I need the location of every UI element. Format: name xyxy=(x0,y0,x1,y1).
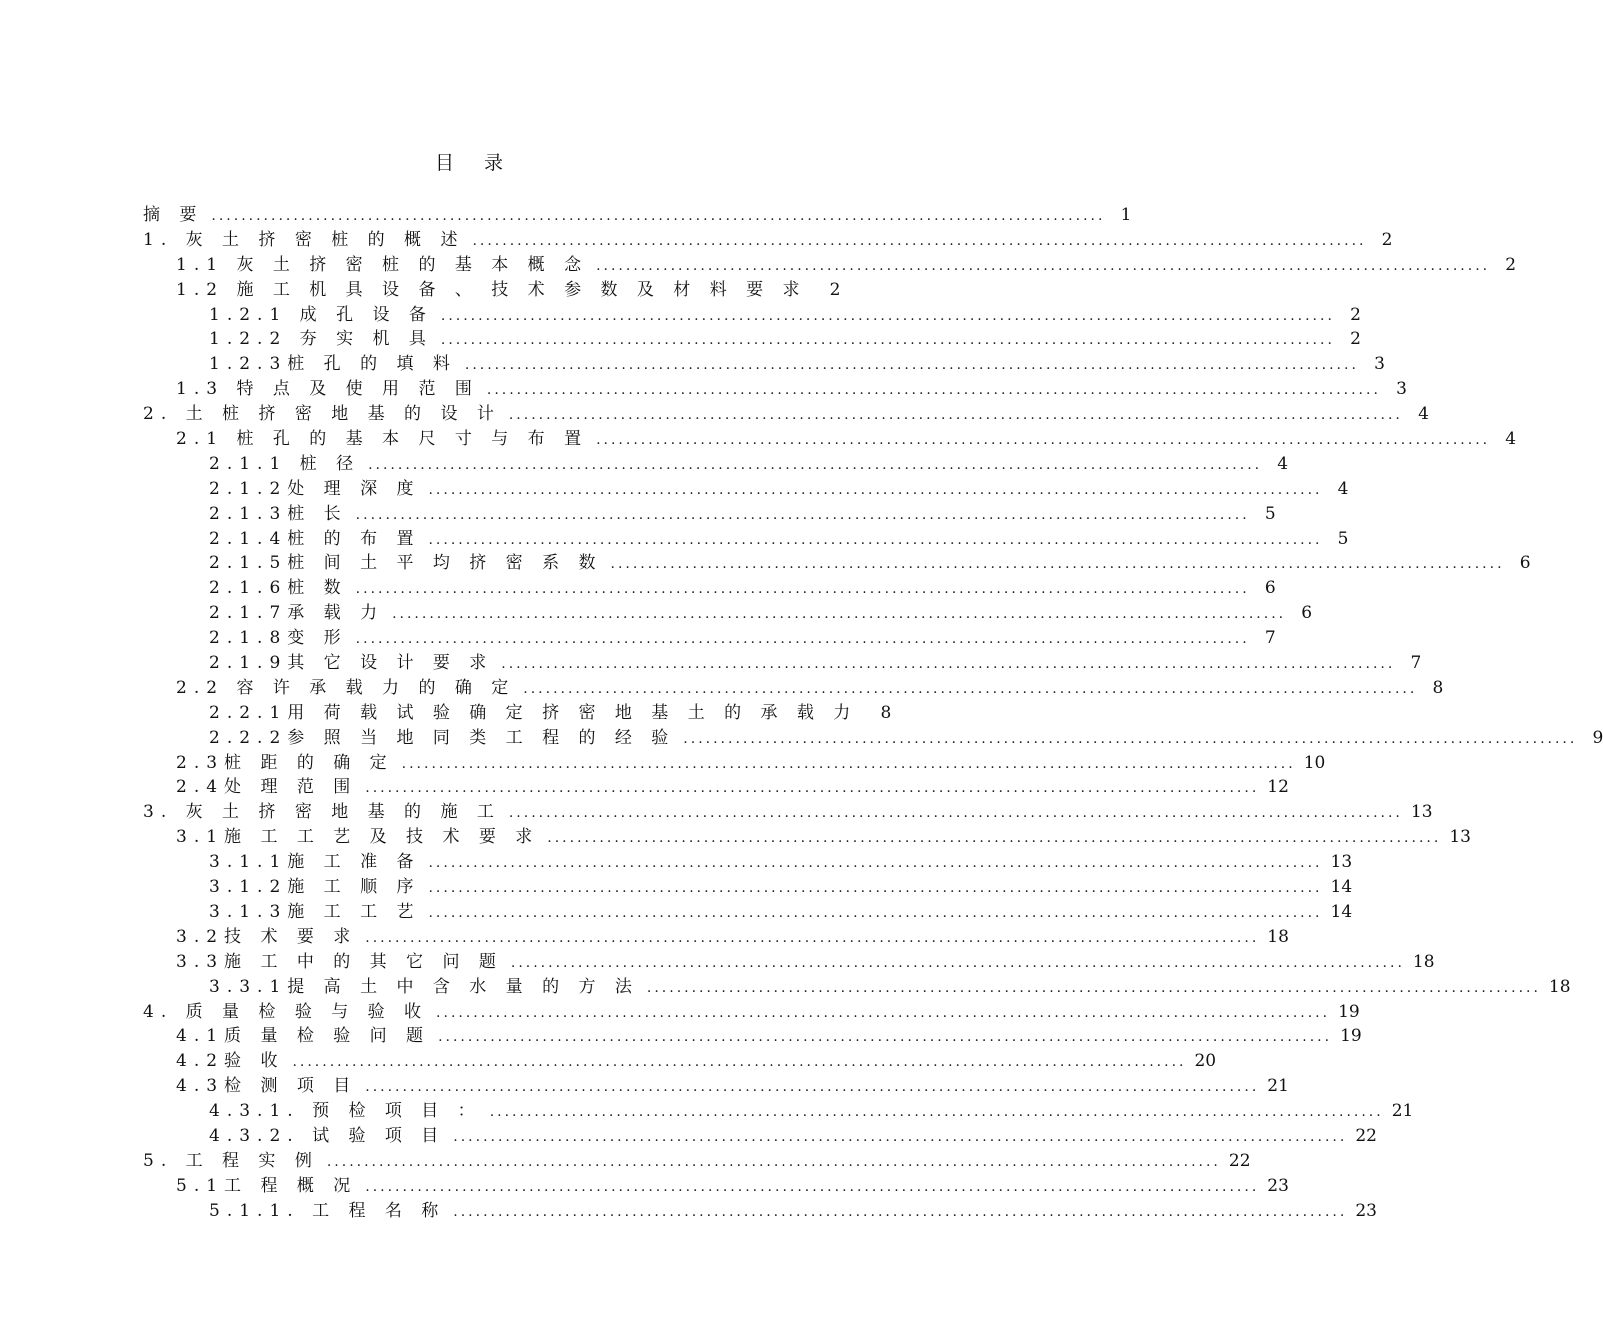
toc-entry-label: 2.3桩 距 的 确 定 xyxy=(176,752,394,773)
toc-entry-page-number: 4 xyxy=(1337,478,1349,499)
toc-entry-label: 2.1.2处 理 深 度 xyxy=(209,478,421,499)
toc-entry[interactable] xyxy=(143,1096,1414,1122)
toc-entry[interactable] xyxy=(143,897,1353,922)
toc-leader-dots: ........................................................................................................................ xyxy=(464,357,1359,374)
toc-entry[interactable] xyxy=(143,1196,1377,1221)
toc-entry[interactable] xyxy=(143,698,892,723)
toc-entry-page-number: 13 xyxy=(1330,852,1353,873)
toc-entry[interactable] xyxy=(143,573,1276,599)
toc-leader-dots: ........................................................................................................................ xyxy=(472,232,1367,249)
toc-entry-label: 2.1.7承 载 力 xyxy=(209,603,385,624)
toc-entry[interactable] xyxy=(143,997,1360,1022)
toc-entry[interactable] xyxy=(143,275,841,300)
toc-leader-dots: ........................................................................................................................ xyxy=(523,680,1418,697)
toc-leader-dots: ........................................................................................................................ xyxy=(211,208,1106,224)
toc-leader-dots: ........................................................................................................................ xyxy=(453,1128,1348,1145)
toc-leader-dots: ........................................................................................................................ xyxy=(365,780,1260,797)
toc-entry[interactable] xyxy=(143,748,1326,773)
toc-entry-page-number: 8 xyxy=(1432,677,1444,698)
toc-entry[interactable] xyxy=(143,822,1471,848)
toc-entry-page-number: 3 xyxy=(1374,354,1385,375)
toc-entry-label: 3.1.3施 工 工 艺 xyxy=(209,901,421,922)
toc-leader-dots: ........................................................................................................................ xyxy=(428,855,1323,872)
toc-entry[interactable] xyxy=(143,1046,1217,1072)
toc-entry[interactable] xyxy=(143,324,1361,350)
toc-entry[interactable] xyxy=(143,872,1353,898)
toc-entry-label: 1.2.2 夯 实 机 具 xyxy=(209,329,433,350)
toc-entry-label: 2.2.2参 照 当 地 同 类 工 程 的 经 验 xyxy=(209,727,676,748)
toc-leader-dots: ........................................................................................................................ xyxy=(683,730,1578,747)
toc-entry-label: 3.3.1提 高 土 中 含 水 量 的 方 法 xyxy=(209,976,639,997)
toc-entry-label: 3. 灰 土 挤 密 地 基 的 施 工 xyxy=(143,802,501,823)
toc-entry[interactable] xyxy=(143,972,1571,997)
toc-entry-page-number: 9 xyxy=(1592,727,1603,748)
toc-entry-page-number: 14 xyxy=(1330,901,1353,922)
toc-entry[interactable] xyxy=(143,1021,1362,1047)
toc-entry-page-number: 20 xyxy=(1194,1051,1217,1072)
toc-entry-page-number: 2 xyxy=(1350,304,1361,325)
toc-entry-page-number: 6 xyxy=(1301,603,1313,624)
toc-entry-label: 2.4处 理 范 围 xyxy=(176,777,358,798)
toc-entry[interactable] xyxy=(143,723,1603,748)
toc-leader-dots: ........................................................................................................................ xyxy=(440,307,1335,324)
toc-leader-dots: ........................................................................................................................ xyxy=(610,556,1505,573)
toc-entry-label: 2.1.1 桩 径 xyxy=(209,453,361,474)
toc-entry-page-number: 18 xyxy=(1412,951,1435,972)
toc-entry-page-number: 14 xyxy=(1330,877,1353,898)
toc-leader-dots: ........................................................................................................................ xyxy=(510,954,1405,971)
toc-entry[interactable] xyxy=(143,474,1349,499)
toc-entry-page-number: 4 xyxy=(1277,453,1289,474)
toc-entry[interactable] xyxy=(143,847,1353,873)
toc-entry-label: 5.1.1. 工 程 名 称 xyxy=(209,1200,446,1221)
toc-entry-label: 1.2.3桩 孔 的 填 料 xyxy=(209,354,457,375)
toc-entry-label: 4.2验 收 xyxy=(176,1051,285,1072)
toc-entry[interactable] xyxy=(143,424,1517,450)
toc-leader-dots: ........................................................................................................................ xyxy=(355,581,1250,598)
toc-entry-page-number: 10 xyxy=(1303,752,1326,773)
toc-leader-dots: ........................................................................................................................ xyxy=(501,656,1396,673)
toc-entry-page-number: 2 xyxy=(1350,329,1361,350)
toc-entry-page-number: 18 xyxy=(1267,926,1289,947)
toc-entry-page-number: 19 xyxy=(1340,1026,1362,1047)
toc-entry-label: 4. 质 量 检 验 与 验 收 xyxy=(143,1001,429,1022)
toc-entry[interactable] xyxy=(143,673,1444,698)
page-title: 目 录 xyxy=(434,152,516,174)
toc-leader-dots: ........................................................................................................................ xyxy=(440,332,1335,349)
toc-entry[interactable] xyxy=(143,1071,1289,1097)
toc-leader-dots: ........................................................................................................................ xyxy=(365,1178,1260,1195)
toc-entry-page-number: 22 xyxy=(1355,1125,1377,1146)
toc-leader-dots: ........................................................................................................................ xyxy=(508,407,1403,424)
toc-entry-label: 2. 土 桩 挤 密 地 基 的 设 计 xyxy=(143,404,501,425)
toc-entry-page-number: 8 xyxy=(880,702,892,723)
toc-entry-label: 3.1施 工 工 艺 及 技 术 要 求 xyxy=(176,827,540,848)
toc-entry-page-number: 2 xyxy=(829,279,841,300)
toc-entry-page-number: 4 xyxy=(1505,429,1517,450)
toc-entry[interactable] xyxy=(143,225,1393,250)
toc-leader-dots: ........................................................................................................................ xyxy=(428,880,1323,897)
toc-entry-page-number: 4 xyxy=(1418,404,1429,425)
toc-leader-dots: ........................................................................................................................ xyxy=(401,755,1296,772)
toc-entry-page-number: 21 xyxy=(1267,1076,1289,1097)
toc-entry[interactable] xyxy=(143,648,1422,674)
toc-leader-dots: ........................................................................................................................ xyxy=(547,830,1442,847)
toc-entry-page-number: 23 xyxy=(1355,1200,1377,1221)
toc-entry-page-number: 6 xyxy=(1264,578,1276,599)
toc-entry-page-number: 13 xyxy=(1410,802,1433,823)
toc-entry-label: 1.1 灰 土 挤 密 桩 的 基 本 概 念 xyxy=(176,254,589,275)
table-of-contents xyxy=(143,200,1603,1221)
toc-entry-label: 1.2 施 工 机 具 设 备 、 技 术 参 数 及 材 料 要 求 xyxy=(176,279,807,300)
toc-entry[interactable] xyxy=(143,524,1349,549)
toc-entry[interactable] xyxy=(143,300,1361,325)
toc-entry-label: 2.1.3桩 长 xyxy=(209,503,348,524)
toc-entry[interactable] xyxy=(143,250,1517,275)
toc-leader-dots: ........................................................................................................................ xyxy=(453,1203,1348,1220)
toc-entry-label: 3.3施 工 中 的 其 它 问 题 xyxy=(176,951,503,972)
toc-leader-dots: ........................................................................................................................ xyxy=(292,1054,1187,1071)
toc-entry-label: 5.1工 程 概 况 xyxy=(176,1175,358,1196)
toc-entry-label: 2.1.4桩 的 布 置 xyxy=(209,528,421,549)
toc-entry-page-number: 2 xyxy=(1381,229,1393,250)
toc-entry-label: 3.1.2施 工 顺 序 xyxy=(209,877,421,898)
toc-entry[interactable] xyxy=(143,797,1433,823)
toc-entry[interactable] xyxy=(143,349,1385,375)
toc-entry-label: 1. 灰 土 挤 密 桩 的 概 述 xyxy=(143,229,465,250)
toc-entry-page-number: 23 xyxy=(1267,1175,1289,1196)
toc-entry-label: 4.3检 测 项 目 xyxy=(176,1076,358,1097)
toc-entry-page-number: 21 xyxy=(1391,1101,1414,1122)
toc-leader-dots: ........................................................................................................................ xyxy=(355,631,1250,648)
toc-leader-dots: ........................................................................................................................ xyxy=(428,904,1323,921)
toc-entry-page-number: 3 xyxy=(1396,379,1407,400)
toc-entry[interactable] xyxy=(143,499,1276,524)
toc-entry-label: 1.3 特 点 及 使 用 范 围 xyxy=(176,379,479,400)
toc-entry[interactable] xyxy=(143,922,1289,947)
toc-leader-dots: ........................................................................................................................ xyxy=(355,506,1250,523)
toc-entry[interactable] xyxy=(143,623,1276,649)
toc-entry-page-number: 7 xyxy=(1410,653,1422,674)
toc-entry-page-number: 7 xyxy=(1264,628,1276,649)
toc-entry[interactable] xyxy=(143,772,1289,798)
toc-entry-label: 2.1 桩 孔 的 基 本 尺 寸 与 布 置 xyxy=(176,429,589,450)
toc-entry-label: 1.2.1 成 孔 设 备 xyxy=(209,304,433,325)
toc-entry[interactable] xyxy=(143,374,1407,400)
toc-leader-dots: ........................................................................................................................ xyxy=(428,531,1323,548)
toc-leader-dots: ........................................................................................................................ xyxy=(486,382,1381,399)
toc-entry-page-number: 22 xyxy=(1228,1150,1251,1171)
toc-entry-label: 2.2.1用 荷 载 试 验 确 定 挤 密 地 基 土 的 承 载 力 xyxy=(209,702,858,723)
toc-entry-page-number: 13 xyxy=(1449,827,1471,848)
toc-entry-label: 4.3.1. 预 检 项 目 ： xyxy=(209,1101,482,1122)
toc-leader-dots: ........................................................................................................................ xyxy=(489,1104,1384,1121)
toc-leader-dots: ........................................................................................................................ xyxy=(438,1029,1333,1046)
toc-entry-page-number: 19 xyxy=(1338,1001,1360,1022)
toc-entry-page-number: 1 xyxy=(1120,205,1132,225)
toc-leader-dots: ........................................................................................................................ xyxy=(596,257,1491,274)
toc-entry-page-number: 18 xyxy=(1548,976,1571,997)
toc-entry[interactable] xyxy=(143,1146,1251,1171)
toc-entry-page-number: 6 xyxy=(1519,553,1531,574)
toc-entry-label: 2.1.8变 形 xyxy=(209,628,348,649)
toc-entry[interactable] xyxy=(143,1171,1289,1196)
toc-entry[interactable] xyxy=(143,598,1313,624)
toc-leader-dots: ........................................................................................................................ xyxy=(326,1153,1221,1170)
toc-entry-label: 2.1.5桩 间 土 平 均 挤 密 系 数 xyxy=(209,553,603,574)
toc-leader-dots: ........................................................................................................................ xyxy=(508,805,1403,822)
toc-leader-dots: ........................................................................................................................ xyxy=(392,606,1287,623)
toc-entry-label: 4.3.2. 试 验 项 目 xyxy=(209,1125,446,1146)
toc-entry-page-number: 5 xyxy=(1264,503,1276,524)
toc-entry[interactable] xyxy=(143,548,1531,574)
toc-leader-dots: ........................................................................................................................ xyxy=(365,1079,1260,1096)
toc-leader-dots: ........................................................................................................................ xyxy=(428,481,1323,498)
toc-entry-label: 3.1.1施 工 准 备 xyxy=(209,852,421,873)
toc-entry-label: 摘 要 xyxy=(143,205,204,225)
toc-entry-page-number: 5 xyxy=(1337,528,1349,549)
toc-entry-page-number: 2 xyxy=(1505,254,1517,275)
toc-entry-label: 5. 工 程 实 例 xyxy=(143,1150,319,1171)
toc-entry-label: 4.1质 量 检 验 问 题 xyxy=(176,1026,431,1047)
toc-leader-dots: ........................................................................................................................ xyxy=(368,456,1263,473)
toc-entry-label: 2.1.9其 它 设 计 要 求 xyxy=(209,653,494,674)
toc-leader-dots: ........................................................................................................................ xyxy=(365,929,1260,946)
toc-entry[interactable] xyxy=(143,947,1435,972)
toc-entry[interactable] xyxy=(143,200,1132,225)
toc-entry-page-number: 12 xyxy=(1267,777,1289,798)
toc-leader-dots: ........................................................................................................................ xyxy=(596,432,1491,449)
toc-entry[interactable] xyxy=(143,399,1429,425)
toc-entry-label: 2.2 容 许 承 载 力 的 确 定 xyxy=(176,677,516,698)
toc-leader-dots: ........................................................................................................................ xyxy=(436,1004,1331,1021)
toc-entry-label: 2.1.6桩 数 xyxy=(209,578,348,599)
toc-leader-dots: ........................................................................................................................ xyxy=(646,979,1541,996)
toc-entry[interactable] xyxy=(143,449,1289,474)
toc-entry-label: 3.2技 术 要 求 xyxy=(176,926,358,947)
toc-entry[interactable] xyxy=(143,1121,1377,1146)
